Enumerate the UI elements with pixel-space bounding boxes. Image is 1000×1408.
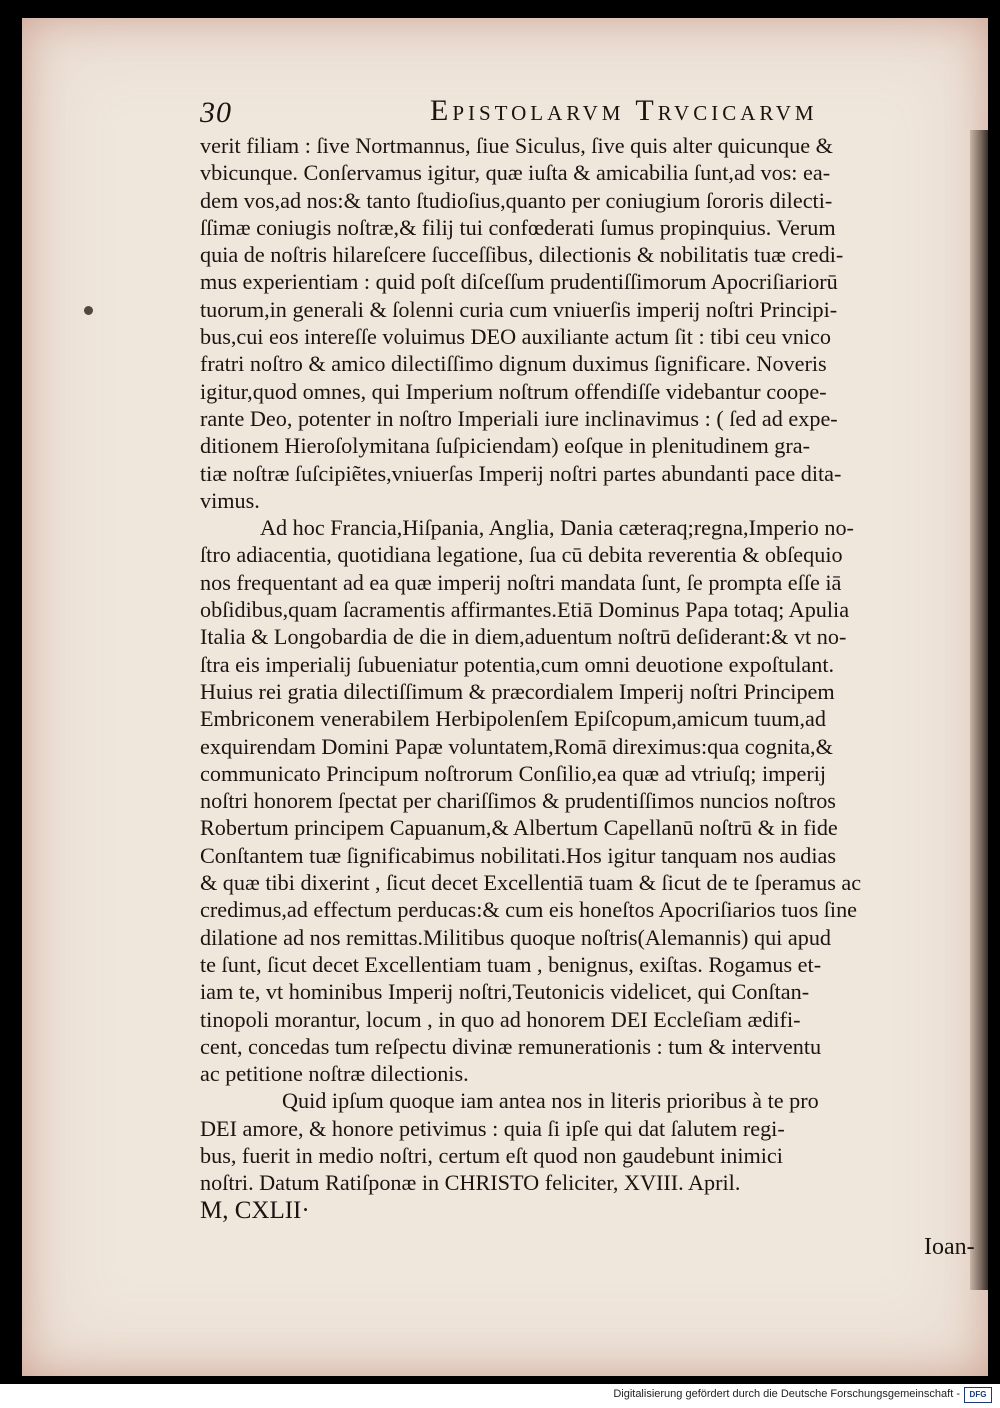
text-line: vbicunque. Conſervamus igitur, quæ iuſta & amicabilia ſunt,ad vos: ea- (200, 160, 831, 186)
text-line: bus,cui eos intereſſe voluimus DEO auxiliante actum ſit : tibi ceu vnico (200, 324, 831, 350)
text-line: credimus,ad effectum perducas:& cum eis honeſtos Apocriſiarios tuos ſine (200, 897, 858, 923)
page-header (200, 92, 990, 132)
ink-spot (84, 306, 93, 315)
text-line: igitur,quod omnes, qui Imperium noſtrum offendiſſe videbantur coope- (200, 378, 827, 404)
text-line: dilatione ad nos remittas.Militibus quoque noſtris(Alemannis) qui apud (200, 924, 832, 950)
text-line: Robertum principem Capuanum,& Albertum Capellanū noſtrū & in fide (200, 815, 838, 841)
text-line: ditionem Hieroſolymitana ſuſpiciendam) eoſque in plenitudinem gra- (200, 433, 810, 459)
text-line: fratri noſtro & amico dilectiſſimo dignum duximus ſignificare. Noveris (200, 351, 827, 377)
funding-credit: Digitalisierung gefördert durch die Deutsche Forschungsgemeinschaft - (613, 1388, 960, 1400)
text-line: obſidibus,quam ſacramentis affirmantes.Etiā Dominus Papa totaq; Apulia (200, 597, 850, 623)
text-line: tinopoli morantur, locum , in quo ad honorem DEI Eccleſiam ædifi- (200, 1006, 801, 1032)
text-line: ſtra eis imperialij ſubueniatur potentia,cum omni deuotione expoſtulant. (200, 651, 835, 677)
text-line: cent, concedas tum reſpectu divinæ remunerationis : tum & interventu (200, 1033, 822, 1059)
text-line: rante Deo, potenter in noſtro Imperiali iure inclinavimus : ( ſed ad expe- (200, 405, 838, 431)
text-line: mus experientiam : quid poſt diſceſſum prudentiſſimorum Apocriſiariorū (200, 269, 838, 295)
paragraph-start-line: Quid ipſum quoque iam antea nos in literis prioribus à te pro (282, 1088, 819, 1114)
text-line: communicato Principum noſtrorum Conſilio,ea quæ ad vtriuſq; imperij (200, 760, 827, 786)
text-line: noſtri. Datum Ratiſponæ in CHRISTO feliciter, XVIII. April. (200, 1170, 741, 1196)
text-line: verit filiam : ſive Nortmannus, ſiue Siculus, ſive quis alter quicunque & (200, 133, 833, 158)
text-line: bus, fuerit in medio noſtri, certum eſt quod non gaudebunt inimici (200, 1142, 783, 1168)
text-line: dem vos,ad nos:& tanto ſtudioſius,quanto per coniugium ſororis dilecti- (200, 187, 833, 213)
text-line: Huius rei gratia dilectiſſimum & præcordialem Imperij noſtri Principem (200, 678, 835, 704)
digitization-footer (0, 1384, 1000, 1408)
text-line: ſtro adiacentia, quotidiana legatione, ſua cū debita reverentia & obſequio (200, 542, 843, 568)
letter-text (200, 132, 980, 1224)
text-line: te ſunt, ſicut decet Excellentiam tuam , benignus, exiſtas. Rogamus et- (200, 951, 822, 977)
catchword: Ioan- (924, 1234, 975, 1260)
text-line: exquirendam Domini Papæ voluntatem,Romā direximus:qua cognita,& (200, 733, 833, 759)
text-line: vimus. (200, 487, 260, 513)
text-line: tiæ noſtræ ſuſcipiẽtes,vniuerſas Imperij noſtri partes abundanti pace dita- (200, 460, 842, 486)
text-line: Embriconem venerabilem Herbipolenſem Epiſcopum,amicum tuum,ad (200, 706, 826, 732)
running-head: Epistolarvm Trvcicarvm (430, 94, 818, 127)
paragraph-start-line: Ad hoc Francia,Hiſpania, Anglia, Dania cæteraq;regna,Imperio no- (260, 515, 854, 541)
text-line: noſtri honorem ſpectat per chariſſimos & prudentiſſimos nuncios noſtros (200, 788, 836, 814)
text-line: tuorum,in generali & ſolenni curia cum vniuerſis imperij noſtri Principi- (200, 296, 838, 322)
text-line: iam te, vt hominibus Imperij noſtri,Teutonicis videlicet, qui Conſtan- (200, 979, 810, 1005)
date-line: M, CXLII· (200, 1196, 310, 1224)
text-line: Italia & Longobardia de die in diem,aduentum noſtrū deſiderant:& vt no- (200, 624, 847, 650)
page-number: 30 (200, 96, 232, 129)
text-line: ſſimæ coniugis noſtræ,& filij tui confœderati ſumus propinquius. Verum (200, 214, 836, 240)
dfg-logo[interactable]: DFG (964, 1387, 992, 1403)
text-line: & quæ tibi dixerint , ſicut decet Excellentiā tuam & ſicut de te ſperamus ac (200, 870, 862, 896)
text-line: nos frequentant ad ea quæ imperij noſtri mandata ſunt, ſe prompta eſſe iā (200, 569, 842, 595)
text-line: Conſtantem tuæ ſignificabimus nobilitati.Hos igitur tanquam nos audias (200, 842, 836, 868)
text-line: quia de noſtris hilareſcere ſucceſſibus, dilectionis & nobilitatis tuæ credi- (200, 242, 844, 268)
text-line: DEI amore, & honore petivimus : quia ſi ipſe qui dat ſalutem regi- (200, 1115, 785, 1141)
text-line: ac petitione noſtræ dilectionis. (200, 1061, 469, 1087)
